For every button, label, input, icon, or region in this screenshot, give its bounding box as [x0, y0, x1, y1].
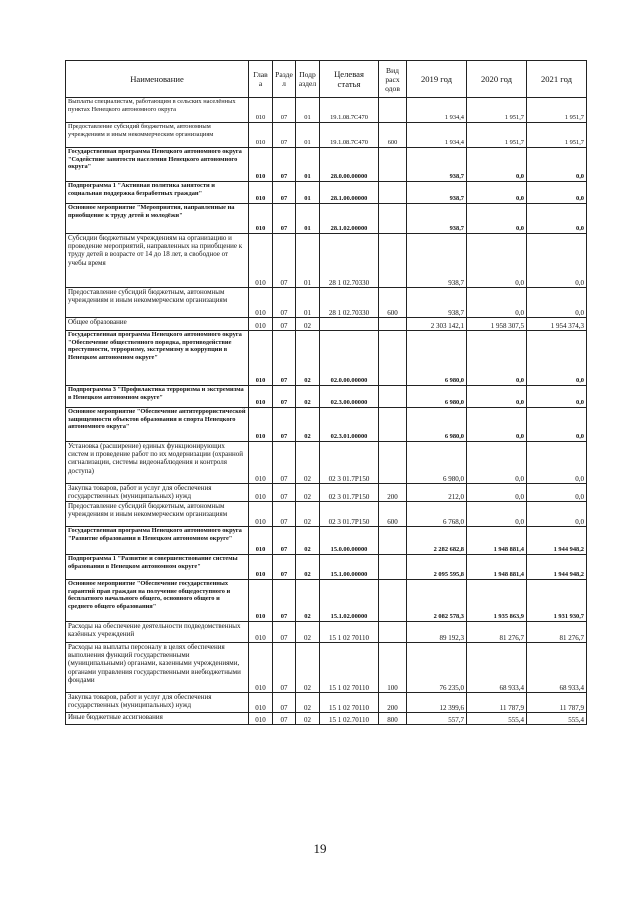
cell-2019: 2 082 578,3: [407, 580, 467, 622]
cell-vid: [379, 555, 407, 580]
table-body: [66, 98, 587, 725]
cell-glava: 010: [249, 318, 273, 331]
cell-statya: [320, 318, 379, 331]
cell-name: Закупка товаров, работ и услуг для обеспечения государственных (муниципальных) нужд: [66, 484, 249, 502]
cell-podrazdel: 01: [296, 98, 320, 123]
cell-name: Основное мероприятие "Обеспечение антитеррористической защищенности объектов образования и спорта Ненецкого автономного округа": [66, 408, 249, 442]
cell-razdel: 07: [273, 484, 296, 502]
cell-2019: 1 934,4: [407, 98, 467, 123]
cell-statya: 19.1.08.7С470: [320, 98, 379, 123]
header-podrazdel: Подр аздел: [296, 61, 320, 98]
cell-statya: 19.1.08.7С470: [320, 123, 379, 148]
cell-glava: 010: [249, 98, 273, 123]
cell-vid: [379, 386, 407, 408]
cell-2020: 11 787,9: [467, 693, 527, 713]
cell-2021: 1 951,7: [527, 98, 587, 123]
cell-statya: 02.3.01.00000: [320, 408, 379, 442]
cell-statya: 15.1.00.00000: [320, 555, 379, 580]
header-2021: 2021 год: [527, 61, 587, 98]
cell-2019: 938,7: [407, 234, 467, 288]
header-glava: Глав а: [249, 61, 273, 98]
cell-razdel: 07: [273, 148, 296, 182]
cell-vid: 600: [379, 123, 407, 148]
cell-2019: 938,7: [407, 182, 467, 204]
cell-glava: 010: [249, 643, 273, 693]
header-name: Наименование: [66, 61, 249, 98]
cell-razdel: 07: [273, 318, 296, 331]
table-row: [66, 580, 587, 622]
page-number: 19: [313, 841, 327, 856]
cell-2021: 68 933,4: [527, 643, 587, 693]
cell-statya: 02 3 01.7Р150: [320, 502, 379, 527]
cell-2019: 557,7: [407, 713, 467, 725]
cell-2020: 0,0: [467, 182, 527, 204]
cell-podrazdel: 02: [296, 386, 320, 408]
cell-vid: 200: [379, 693, 407, 713]
cell-vid: 600: [379, 502, 407, 527]
cell-vid: [379, 527, 407, 555]
cell-2020: 1 958 307,5: [467, 318, 527, 331]
cell-2021: 81 276,7: [527, 622, 587, 643]
cell-glava: 010: [249, 408, 273, 442]
cell-2020: 68 933,4: [467, 643, 527, 693]
cell-glava: 010: [249, 182, 273, 204]
cell-vid: [379, 442, 407, 484]
cell-glava: 010: [249, 386, 273, 408]
cell-2020: 1 948 881,4: [467, 555, 527, 580]
cell-name: Общее образование: [66, 318, 249, 331]
cell-2021: 11 787,9: [527, 693, 587, 713]
table-row: [66, 98, 587, 123]
cell-podrazdel: 01: [296, 234, 320, 288]
cell-2021: 1 954 374,3: [527, 318, 587, 331]
header-statya: Целевая статья: [320, 61, 379, 98]
cell-2019: 2 303 142,1: [407, 318, 467, 331]
table-row: [66, 234, 587, 288]
cell-statya: 28 1 02.70330: [320, 234, 379, 288]
cell-2021: 1 944 948,2: [527, 555, 587, 580]
cell-2019: 6 980,0: [407, 331, 467, 386]
cell-vid: 600: [379, 288, 407, 318]
table-row: [66, 442, 587, 484]
table-row: [66, 555, 587, 580]
cell-razdel: 07: [273, 580, 296, 622]
cell-2020: 0,0: [467, 408, 527, 442]
cell-podrazdel: 02: [296, 527, 320, 555]
cell-statya: 02 3 01.7Р150: [320, 442, 379, 484]
cell-statya: 15 1 02.70110: [320, 713, 379, 725]
cell-2019: 2 095 595,8: [407, 555, 467, 580]
cell-statya: 15.0.00.00000: [320, 527, 379, 555]
cell-razdel: 07: [273, 713, 296, 725]
cell-statya: 15.1.02.00000: [320, 580, 379, 622]
cell-2020: 1 951,7: [467, 123, 527, 148]
cell-statya: 28.1.00.00000: [320, 182, 379, 204]
cell-podrazdel: 02: [296, 484, 320, 502]
cell-glava: 010: [249, 331, 273, 386]
cell-podrazdel: 02: [296, 331, 320, 386]
cell-2019: 6 980,0: [407, 442, 467, 484]
cell-glava: 010: [249, 502, 273, 527]
cell-2021: 0,0: [527, 331, 587, 386]
cell-2020: 1 935 863,9: [467, 580, 527, 622]
cell-name: Государственная программа Ненецкого автономного округа "Развитие образования в Ненецком автономном округе": [66, 527, 249, 555]
cell-name: Государственная программа Ненецкого автономного округа "Содействие занятости населения Ненецкого автономного округа": [66, 148, 249, 182]
cell-2021: 0,0: [527, 408, 587, 442]
cell-2020: 0,0: [467, 386, 527, 408]
cell-glava: 010: [249, 484, 273, 502]
cell-name: Предоставление субсидий бюджетным, автономным учреждениям и иным некоммерческим организациям: [66, 502, 249, 527]
cell-name: Предоставление субсидий бюджетным, автономным учреждениям и иным некоммерческим организациям: [66, 123, 249, 148]
cell-statya: 28 1 02.70330: [320, 288, 379, 318]
cell-vid: [379, 580, 407, 622]
cell-name: Расходы на выплаты персоналу в целях обеспечения выполнения функций государственными (муниципальными) органами, казенными учреждениями, органами управления государственными внебюджетными фондами: [66, 643, 249, 693]
cell-2020: 0,0: [467, 502, 527, 527]
cell-podrazdel: 02: [296, 693, 320, 713]
cell-2019: 212,0: [407, 484, 467, 502]
cell-razdel: 07: [273, 527, 296, 555]
cell-2020: 0,0: [467, 442, 527, 484]
cell-2019: 2 282 682,8: [407, 527, 467, 555]
table-row: [66, 484, 587, 502]
cell-razdel: 07: [273, 693, 296, 713]
cell-statya: 15 1 02 70110: [320, 693, 379, 713]
cell-razdel: 07: [273, 204, 296, 234]
cell-podrazdel: 02: [296, 442, 320, 484]
cell-vid: [379, 204, 407, 234]
cell-2020: 0,0: [467, 288, 527, 318]
cell-razdel: 07: [273, 288, 296, 318]
cell-name: Подпрограмма 1 "Развитие и совершенствование системы образования в Ненецком автономном округе": [66, 555, 249, 580]
cell-glava: 010: [249, 148, 273, 182]
cell-podrazdel: 02: [296, 555, 320, 580]
cell-name: Основное мероприятие "Обеспечение государственных гарантий прав граждан на получение общедоступного и бесплатного начального общего, основного общего и среднего общего образования": [66, 580, 249, 622]
cell-2020: 0,0: [467, 148, 527, 182]
cell-vid: [379, 622, 407, 643]
cell-2021: 1 931 930,7: [527, 580, 587, 622]
cell-2019: 938,7: [407, 148, 467, 182]
cell-2019: 76 235,0: [407, 643, 467, 693]
cell-glava: 010: [249, 527, 273, 555]
header-2019: 2019 год: [407, 61, 467, 98]
cell-podrazdel: 02: [296, 580, 320, 622]
cell-2021: 0,0: [527, 484, 587, 502]
cell-2020: 0,0: [467, 234, 527, 288]
cell-statya: 15 1 02 70110: [320, 622, 379, 643]
cell-name: Выплаты специалистам, работающим в сельских населённых пунктах Ненецкого автономного округа: [66, 98, 249, 123]
header-row: [66, 61, 587, 98]
cell-2019: 938,7: [407, 288, 467, 318]
cell-name: Предоставление субсидий бюджетным, автономным учреждениям и иным некоммерческим организациям: [66, 288, 249, 318]
table-row: [66, 288, 587, 318]
cell-podrazdel: 02: [296, 643, 320, 693]
cell-razdel: 07: [273, 442, 296, 484]
cell-2021: 1 944 948,2: [527, 527, 587, 555]
cell-podrazdel: 01: [296, 182, 320, 204]
cell-vid: 800: [379, 713, 407, 725]
cell-podrazdel: 02: [296, 622, 320, 643]
cell-2019: 1 934,4: [407, 123, 467, 148]
cell-2020: 555,4: [467, 713, 527, 725]
cell-razdel: 07: [273, 622, 296, 643]
cell-vid: [379, 182, 407, 204]
cell-razdel: 07: [273, 643, 296, 693]
cell-podrazdel: 02: [296, 408, 320, 442]
cell-glava: 010: [249, 234, 273, 288]
cell-2020: 1 948 881,4: [467, 527, 527, 555]
cell-vid: [379, 98, 407, 123]
cell-2019: 6 768,0: [407, 502, 467, 527]
cell-name: Установка (расширение) единых функционирующих систем и проведение работ по их модернизации (охранной сигнализации, системы видеонаблюдения и контроля доступа): [66, 442, 249, 484]
cell-statya: 15 1 02 70110: [320, 643, 379, 693]
cell-2019: 89 192,3: [407, 622, 467, 643]
cell-razdel: 07: [273, 182, 296, 204]
header-razdel: Разде л: [273, 61, 296, 98]
cell-razdel: 07: [273, 502, 296, 527]
cell-vid: [379, 148, 407, 182]
cell-vid: [379, 234, 407, 288]
cell-vid: [379, 331, 407, 386]
cell-vid: 200: [379, 484, 407, 502]
budget-table: [65, 60, 587, 725]
cell-statya: 02 3 01.7Р150: [320, 484, 379, 502]
cell-vid: [379, 408, 407, 442]
cell-podrazdel: 01: [296, 204, 320, 234]
cell-razdel: 07: [273, 123, 296, 148]
cell-vid: [379, 318, 407, 331]
table-row: [66, 331, 587, 386]
cell-2021: 0,0: [527, 442, 587, 484]
cell-vid: 100: [379, 643, 407, 693]
cell-podrazdel: 01: [296, 288, 320, 318]
table-row: [66, 204, 587, 234]
cell-podrazdel: 01: [296, 148, 320, 182]
cell-razdel: 07: [273, 331, 296, 386]
cell-2019: 12 399,6: [407, 693, 467, 713]
table-row: [66, 713, 587, 725]
cell-2021: 0,0: [527, 234, 587, 288]
cell-glava: 010: [249, 580, 273, 622]
cell-2019: 938,7: [407, 204, 467, 234]
cell-razdel: 07: [273, 98, 296, 123]
cell-2021: 0,0: [527, 204, 587, 234]
cell-name: Закупка товаров, работ и услуг для обеспечения государственных (муниципальных) нужд: [66, 693, 249, 713]
cell-2021: 555,4: [527, 713, 587, 725]
cell-podrazdel: 02: [296, 318, 320, 331]
cell-2020: 0,0: [467, 331, 527, 386]
cell-2021: 0,0: [527, 502, 587, 527]
table-row: [66, 502, 587, 527]
table-row: [66, 622, 587, 643]
table-row: [66, 123, 587, 148]
cell-2019: 6 980,0: [407, 408, 467, 442]
cell-2020: 0,0: [467, 484, 527, 502]
cell-razdel: 07: [273, 386, 296, 408]
cell-statya: 02.3.00.00000: [320, 386, 379, 408]
table-row: [66, 386, 587, 408]
cell-2019: 6 980,0: [407, 386, 467, 408]
cell-2020: 81 276,7: [467, 622, 527, 643]
cell-glava: 010: [249, 288, 273, 318]
cell-2021: 0,0: [527, 182, 587, 204]
cell-name: Субсидии бюджетным учреждениям на организацию и проведение мероприятий, направленных на приобщение к труду детей в возрасте от 14 до 18 лет, в свободное от учебы время: [66, 234, 249, 288]
cell-statya: 02.0.00.00000: [320, 331, 379, 386]
cell-name: Подпрограмма 1 "Активная политика занятости и социальная поддержка безработных граждан": [66, 182, 249, 204]
cell-glava: 010: [249, 123, 273, 148]
cell-podrazdel: 02: [296, 502, 320, 527]
table-row: [66, 182, 587, 204]
table-row: [66, 527, 587, 555]
table-row: [66, 318, 587, 331]
header-2020: 2020 год: [467, 61, 527, 98]
cell-glava: 010: [249, 555, 273, 580]
cell-razdel: 07: [273, 234, 296, 288]
cell-2021: 0,0: [527, 386, 587, 408]
cell-glava: 010: [249, 204, 273, 234]
cell-glava: 010: [249, 713, 273, 725]
table-row: [66, 643, 587, 693]
cell-name: Подпрограмма 3 "Профилактика терроризма и экстремизма в Ненецком автономном округе": [66, 386, 249, 408]
cell-statya: 28.0.00.00000: [320, 148, 379, 182]
cell-2021: 0,0: [527, 148, 587, 182]
cell-name: Расходы на обеспечение деятельности подведомственных казённых учреждений: [66, 622, 249, 643]
cell-glava: 010: [249, 693, 273, 713]
cell-2021: 0,0: [527, 288, 587, 318]
table-row: [66, 693, 587, 713]
cell-razdel: 07: [273, 555, 296, 580]
cell-2020: 0,0: [467, 204, 527, 234]
cell-statya: 28.1.02.00000: [320, 204, 379, 234]
table-row: [66, 408, 587, 442]
cell-podrazdel: 01: [296, 123, 320, 148]
cell-name: Иные бюджетные ассигнования: [66, 713, 249, 725]
cell-podrazdel: 02: [296, 713, 320, 725]
cell-name: Государственная программа Ненецкого автономного округа "Обеспечение общественного порядка, противодействие преступности, терроризму, экстремизму и коррупции в Ненецком автономном округе": [66, 331, 249, 386]
cell-razdel: 07: [273, 408, 296, 442]
cell-2020: 1 951,7: [467, 98, 527, 123]
table-row: [66, 148, 587, 182]
cell-glava: 010: [249, 622, 273, 643]
cell-name: Основное мероприятие "Мероприятия, направленные на приобщение к труду детей и молодёжи": [66, 204, 249, 234]
header-vid: Вид расх одов: [379, 61, 407, 98]
cell-2021: 1 951,7: [527, 123, 587, 148]
cell-glava: 010: [249, 442, 273, 484]
